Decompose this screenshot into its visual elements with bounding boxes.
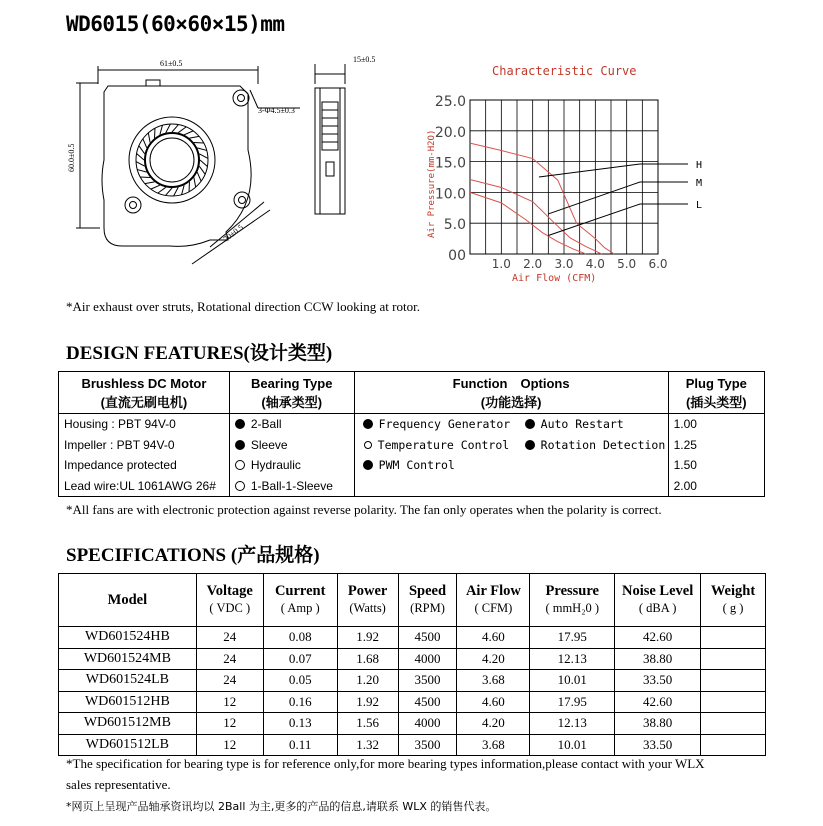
function-pwm: PWM Control <box>378 458 455 472</box>
chart-ytick-label: 20.0 <box>434 124 466 141</box>
exhaust-note: *Air exhaust over struts, Rotational direction CCW looking at rotor. <box>66 299 420 314</box>
spec-cell: 17.95 <box>530 691 615 713</box>
plug-header: Plug Type (插头类型) <box>668 372 764 414</box>
impeller-outer <box>129 117 215 203</box>
spec-cell: 0.13 <box>263 713 337 735</box>
col-airflow-header: Air Flow ( CFM) <box>457 574 530 627</box>
spec-cell: 42.60 <box>615 627 701 649</box>
spec-cell: 0.11 <box>263 734 337 756</box>
impeller-blade <box>166 124 171 133</box>
spec-cell: 4.60 <box>457 627 530 649</box>
thickness-dimension-label: 15±0.5 <box>353 55 376 64</box>
hole-dimension-label: 3-Φ4.5±0.3 <box>258 106 295 115</box>
impeller-blade <box>189 136 199 138</box>
spec-cell: 4.20 <box>457 713 530 735</box>
spec-cell: 4000 <box>398 713 457 735</box>
width-dimension-label: 61±0.5 <box>160 59 183 68</box>
spec-cell: 10.01 <box>530 670 615 692</box>
motor-spec: Lead wire:UL 1061AWG 26# <box>64 478 216 493</box>
spec-header-row <box>59 574 766 627</box>
chart-ytick-label: 5.0 <box>443 217 466 234</box>
specifications-heading: SPECIFICATIONS (产品规格) <box>66 545 320 566</box>
spec-row <box>59 670 766 692</box>
motor-header: Brushless DC Motor (直流无刷电机) <box>59 372 230 414</box>
spec-cell: 4000 <box>398 648 457 670</box>
function-restart: Auto Restart <box>540 417 624 431</box>
spec-row <box>59 734 766 756</box>
chart-xtick-label: 3.0 <box>554 257 574 271</box>
chart-xtick-label: 2.0 <box>523 257 543 271</box>
spec-cell: 24 <box>196 627 263 649</box>
spec-cell: 4500 <box>398 691 457 713</box>
height-dimension-label: 60.0±0.5 <box>67 143 76 172</box>
curve-m <box>470 179 602 254</box>
motor-cell <box>59 414 230 497</box>
diagonal-dimension-label: 70±0.5 <box>221 222 245 244</box>
hollow-bullet-icon <box>364 441 372 449</box>
spec-cell: 0.05 <box>263 670 337 692</box>
design-features-header-row <box>59 372 765 414</box>
design-features-table <box>58 371 765 497</box>
spec-cell: 1.32 <box>337 734 398 756</box>
bearing-header: Bearing Type (轴承类型) <box>229 372 354 414</box>
chart-xtick-label: 4.0 <box>585 257 605 271</box>
filled-bullet-icon <box>525 440 535 450</box>
impeller-blade <box>151 185 160 189</box>
function-temperature: Temperature Control <box>377 437 510 452</box>
spec-cell: 33.50 <box>615 670 701 692</box>
chinese-note: *网页上呈现产品轴承资讯均以 2Ball 为主,更多的产品的信息,请联系 WLX 的销售代表。 <box>66 800 497 813</box>
filled-bullet-icon <box>363 419 373 429</box>
impeller-blade <box>137 170 146 173</box>
spec-cell: 17.95 <box>530 627 615 649</box>
impeller-blade <box>158 187 166 193</box>
impeller-blade <box>136 162 145 167</box>
curve-leader-line <box>548 182 688 214</box>
function-header: Function Options (功能选择) <box>354 372 668 414</box>
chart-title: Characteristic Curve <box>492 64 637 78</box>
bearing-cell <box>229 414 354 497</box>
spec-cell: 12 <box>196 734 263 756</box>
bearing-option: Hydraulic <box>230 455 354 476</box>
plug-option: 2.00 <box>673 478 697 493</box>
impeller-blade <box>172 125 178 132</box>
curve-label: M <box>696 178 703 189</box>
spec-cell: 4500 <box>398 627 457 649</box>
chart-xtick-label: 5.0 <box>617 257 637 271</box>
plug-cell <box>668 414 764 497</box>
spec-cell: 4.60 <box>457 691 530 713</box>
impeller-blade <box>139 146 145 154</box>
model-cell: WD601524MB <box>59 648 197 670</box>
fan-housing-outline <box>102 86 251 246</box>
spec-cell: 12 <box>196 713 263 735</box>
filled-bullet-icon <box>525 419 535 429</box>
spec-cell <box>701 670 766 692</box>
fan-dimension-drawing <box>60 50 390 290</box>
impeller-blade <box>199 166 205 174</box>
motor-spec: Housing : PBT 94V-0 <box>64 417 176 431</box>
spec-cell <box>701 713 766 735</box>
spec-cell: 0.08 <box>263 627 337 649</box>
hollow-bullet-icon <box>235 481 245 491</box>
impeller-blade <box>184 131 193 135</box>
spec-cell: 33.50 <box>615 734 701 756</box>
bearing-option: 2-Ball <box>230 414 354 435</box>
curve-label: H <box>696 160 703 171</box>
chart-ytick-label: 15.0 <box>434 155 466 172</box>
spec-cell: 3.68 <box>457 734 530 756</box>
filled-bullet-icon <box>363 460 373 470</box>
spec-cell: 0.07 <box>263 648 337 670</box>
impeller-blade <box>178 127 186 133</box>
spec-cell <box>701 691 766 713</box>
motor-spec: Impedance protected <box>64 458 177 472</box>
spec-cell: 42.60 <box>615 691 701 713</box>
characteristic-curve-chart <box>418 58 718 290</box>
bearing-reference-note: *The specification for bearing type is for reference only,for more bearing types information,please contact with your WLX <box>66 756 705 771</box>
chart-ytick-label: 00 <box>448 248 466 264</box>
col-model-header: Model <box>59 574 197 627</box>
impeller-blade <box>197 148 206 151</box>
spec-cell <box>701 648 766 670</box>
spec-cell: 24 <box>196 648 263 670</box>
model-cell: WD601524LB <box>59 670 197 692</box>
col-voltage-header: Voltage ( VDC ) <box>196 574 263 627</box>
plug-option: 1.00 <box>673 417 697 431</box>
model-cell: WD601512MB <box>59 713 197 735</box>
chart-ytick-label: 10.0 <box>434 186 466 203</box>
design-features-heading: DESIGN FEATURES(设计类型) <box>66 343 333 364</box>
spec-cell: 3500 <box>398 670 457 692</box>
impeller-hub <box>145 133 199 187</box>
spec-cell: 38.80 <box>615 713 701 735</box>
spec-cell: 1.92 <box>337 691 398 713</box>
spec-cell: 3.68 <box>457 670 530 692</box>
spec-cell: 3500 <box>398 734 457 756</box>
impeller-blade <box>199 154 208 159</box>
chart-xtick-label: 6.0 <box>648 257 668 271</box>
protection-note: *All fans are with electronic protection against reverse polarity. The fan only operates when the polarity is correct. <box>66 502 662 517</box>
filled-bullet-icon <box>235 440 245 450</box>
function-cell <box>354 414 668 497</box>
specifications-table <box>58 573 766 756</box>
chart-xlabel: Air Flow (CFM) <box>512 273 597 284</box>
spec-cell: 1.92 <box>337 627 398 649</box>
motor-spec: Impeller : PBT 94V-0 <box>64 437 175 452</box>
impeller-blade <box>197 172 201 181</box>
col-speed-header: Speed (RPM) <box>398 574 457 627</box>
spec-cell: 24 <box>196 670 263 692</box>
curve-leader-line <box>539 164 688 177</box>
col-noise-header: Noise Level ( dBA ) <box>615 574 701 627</box>
model-cell: WD601512LB <box>59 734 197 756</box>
col-current-header: Current ( Amp ) <box>263 574 337 627</box>
spec-cell <box>701 627 766 649</box>
impeller-blade <box>194 177 196 187</box>
function-row <box>355 435 668 456</box>
col-power-header: Power (Watts) <box>337 574 398 627</box>
col-pressure-header: Pressure ( mmH₂0 ) <box>530 574 615 627</box>
function-rotation: Rotation Detection <box>540 437 666 452</box>
function-row <box>355 414 668 435</box>
impeller-blade <box>182 185 185 194</box>
impeller-blade <box>143 139 147 148</box>
impeller-blade <box>200 160 207 166</box>
chart-ylabel: Air Pressure(mm-H2O) <box>427 129 437 238</box>
impeller-blade <box>145 182 155 184</box>
chart-ytick-label: 25.0 <box>434 94 466 110</box>
impeller-blade <box>174 187 179 196</box>
function-frequency: Frequency Generator <box>378 417 511 431</box>
filled-bullet-icon <box>235 419 245 429</box>
page-title: WD6015(60×60×15)mm <box>66 12 285 36</box>
impeller-blade <box>137 154 144 160</box>
spec-cell: 38.80 <box>615 648 701 670</box>
spec-cell: 1.68 <box>337 648 398 670</box>
model-cell: WD601524HB <box>59 627 197 649</box>
chart-xtick-label: 1.0 <box>491 257 511 271</box>
hollow-bullet-icon <box>235 460 245 470</box>
plug-option: 1.50 <box>673 458 697 472</box>
spec-cell: 12.13 <box>530 648 615 670</box>
spec-row <box>59 627 766 649</box>
bearing-option: 1-Ball-1-Sleeve <box>230 476 354 497</box>
impeller-blade <box>166 188 172 195</box>
spec-cell: 12 <box>196 691 263 713</box>
spec-cell: 12.13 <box>530 713 615 735</box>
spec-cell: 1.56 <box>337 713 398 735</box>
impeller-blade <box>160 125 163 134</box>
curve-label: L <box>696 200 703 211</box>
col-weight-header: Weight ( g ) <box>701 574 766 627</box>
spec-cell: 4.20 <box>457 648 530 670</box>
spec-row <box>59 648 766 670</box>
model-cell: WD601512HB <box>59 691 197 713</box>
spec-cell <box>701 734 766 756</box>
impeller-blade <box>148 133 150 143</box>
spec-row <box>59 691 766 713</box>
spec-cell: 10.01 <box>530 734 615 756</box>
curve-leader-line <box>548 204 688 236</box>
bearing-reference-note-cont: sales representative. <box>66 777 171 792</box>
bearing-option: Sleeve <box>230 435 354 456</box>
spec-cell: 1.20 <box>337 670 398 692</box>
function-row <box>355 455 668 476</box>
plug-option: 1.25 <box>673 437 697 452</box>
spec-row <box>59 713 766 735</box>
spec-cell: 0.16 <box>263 691 337 713</box>
